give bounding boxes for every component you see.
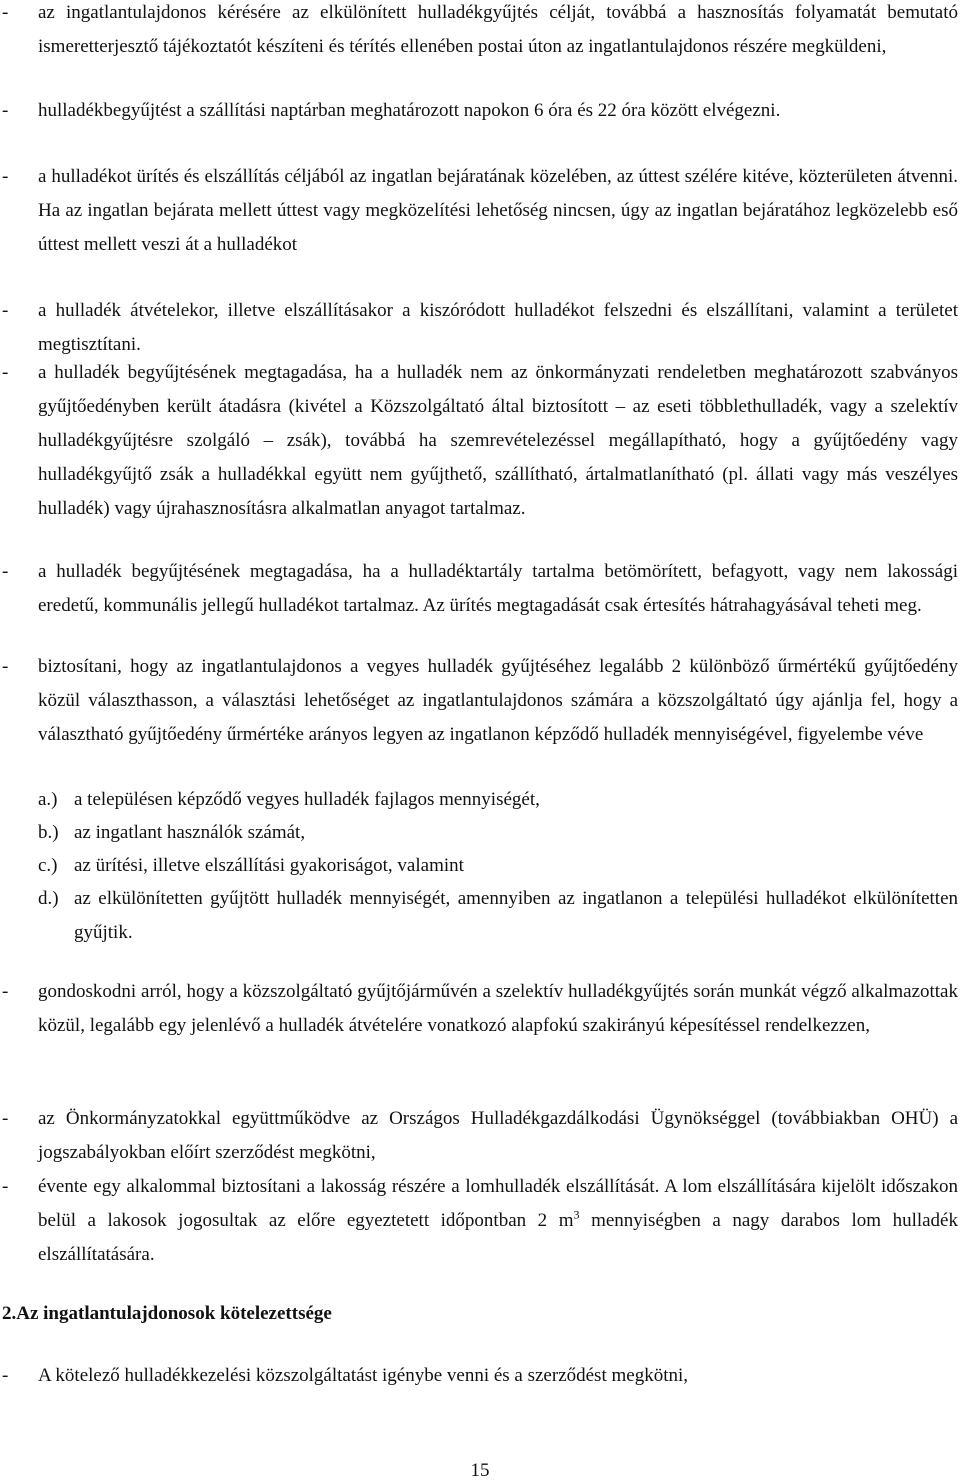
sub-list-text: az ingatlant használók számát, xyxy=(74,822,306,843)
list-item-text: az ingatlantulajdonos kérésére az elkülönített hulladékgyűjtés célját, továbbá a hasznosítás folyamatát bemutató ismeretterjesztő tájékoztatót készíteni és térítés ellenében postai úton az ingatlantulajdonos részére megküldeni, xyxy=(38,2,958,57)
list-dash: - xyxy=(2,2,9,23)
page-number: 15 xyxy=(470,1460,490,1481)
list-item xyxy=(0,650,960,752)
list-dash: - xyxy=(2,1108,9,1129)
list-dash: - xyxy=(2,166,9,187)
list-dash: - xyxy=(2,656,9,677)
sub-list-marker: a.) xyxy=(38,789,58,810)
sub-list-marker: c.) xyxy=(38,855,58,876)
list-item xyxy=(0,294,960,362)
list-dash: - xyxy=(2,300,9,321)
section-heading: 2.Az ingatlantulajdonosok kötelezettsége xyxy=(2,1303,332,1324)
list-item xyxy=(0,975,960,1043)
list-dash: - xyxy=(2,561,9,582)
list-dash: - xyxy=(2,1365,9,1386)
list-item xyxy=(0,1102,960,1170)
list-item xyxy=(0,555,960,623)
list-item-text: A kötelező hulladékkezelési közszolgáltatást igénybe venni és a szerződést megkötni, xyxy=(38,1365,688,1386)
sub-list-text: az elkülönítetten gyűjtött hulladék mennyiségét, amennyiben az ingatlanon a települési hulladékot elkülönítetten gyűjtik. xyxy=(74,888,958,943)
list-item-text: hulladékbegyűjtést a szállítási naptárban meghatározott napokon 6 óra és 22 óra között elvégezni. xyxy=(38,100,781,121)
list-item-text: a hulladék begyűjtésének megtagadása, ha a hulladéktartály tartalma betömörített, befagyott, vagy nem lakossági eredetű, kommunális jellegű hulladékot tartalmaz. Az ürítés megtagadását csak értesítés hátrahagyásával teheti meg. xyxy=(38,561,958,616)
list-dash: - xyxy=(2,100,9,121)
list-item-text: gondoskodni arról, hogy a közszolgáltató gyűjtőjárművén a szelektív hulladékgyűjtés során munkát végző alkalmazottak közül, legalább egy jelenlévő a hulladék átvételére vonatkozó alapfokú szakirányú képesítéssel rendelkezzen, xyxy=(38,981,958,1036)
sub-list-item xyxy=(38,849,958,883)
list-item xyxy=(0,356,960,526)
list-item-text xyxy=(38,1170,958,1272)
sub-list-text: az ürítési, illetve elszállítási gyakoriságot, valamint xyxy=(74,855,464,876)
list-dash: - xyxy=(2,1176,9,1197)
list-item-text: a hulladékot ürítés és elszállítás céljából az ingatlan bejáratának közelében, az úttest szélére kitéve, közterületen átvenni. Ha az ingatlan bejárata mellett úttest vagy megközelítési lehetőség nincsen, úgy az ingatlan bejáratához legközelebb eső úttest mellett veszi át a hulladékot xyxy=(38,166,958,255)
list-item xyxy=(0,0,960,64)
sub-list-marker: d.) xyxy=(38,888,59,909)
list-item xyxy=(0,1170,960,1272)
list-item-text-part: évente egy alkalommal biztosítani a lakosság részére a lomhulladék elszállítását. A lom elszállítására kijelölt időszakon belül a lakosok jogosultak az előre egyeztetett időpontban 2 m xyxy=(38,1176,958,1231)
sub-list-text: a településen képződő vegyes hulladék fajlagos mennyiségét, xyxy=(74,789,540,810)
sub-list-item xyxy=(38,816,958,850)
sub-list-marker: b.) xyxy=(38,822,59,843)
sub-list-item xyxy=(38,882,958,950)
list-item xyxy=(0,94,960,128)
list-item xyxy=(0,1359,960,1393)
list-dash: - xyxy=(2,362,9,383)
list-item-text: az Önkormányzatokkal együttműködve az Országos Hulladékgazdálkodási Ügynökséggel (továbbiakban OHÜ) a jogszabályokban előírt szerződést megkötni, xyxy=(38,1108,958,1163)
list-item xyxy=(0,160,960,262)
list-item-text-part: mennyiségben a nagy darabos lom hulladék elszállítatására. xyxy=(38,1210,958,1265)
superscript-exponent: 3 xyxy=(573,1207,580,1222)
sub-list-item xyxy=(38,783,958,817)
list-item-text: biztosítani, hogy az ingatlantulajdonos a vegyes hulladék gyűjtéséhez legalább 2 különböző űrmértékű gyűjtőedény közül választhasson, a választási lehetőséget az ingatlantulajdonos számára a közszolgáltató úgy ajánlja fel, hogy a választható gyűjtőedény űrmértéke arányos legyen az ingatlanon képződő hulladék mennyiségével, figyelembe véve xyxy=(38,656,958,745)
list-item-text: a hulladék átvételekor, illetve elszállításakor a kiszóródott hulladékot felszedni és elszállítani, valamint a területet megtisztítani. xyxy=(38,300,958,355)
list-item-text: a hulladék begyűjtésének megtagadása, ha a hulladék nem az önkormányzati rendeletben meghatározott szabványos gyűjtőedényben került átadásra (kivétel a Közszolgáltató által biztosított – az eseti többlethulladék, vagy a szelektív hulladékgyűjtésre szolgáló – zsák), továbbá ha szemrevételezéssel megállapítható, hogy a gyűjtőedény vagy hulladékgyűjtő zsák a hulladékkal együtt nem gyűjthető, szállítható, ártalmatlanítható (pl. állati vagy más veszélyes hulladék) vagy újrahasznosításra alkalmatlan anyagot tartalmaz. xyxy=(38,362,958,519)
list-dash: - xyxy=(2,981,9,1002)
